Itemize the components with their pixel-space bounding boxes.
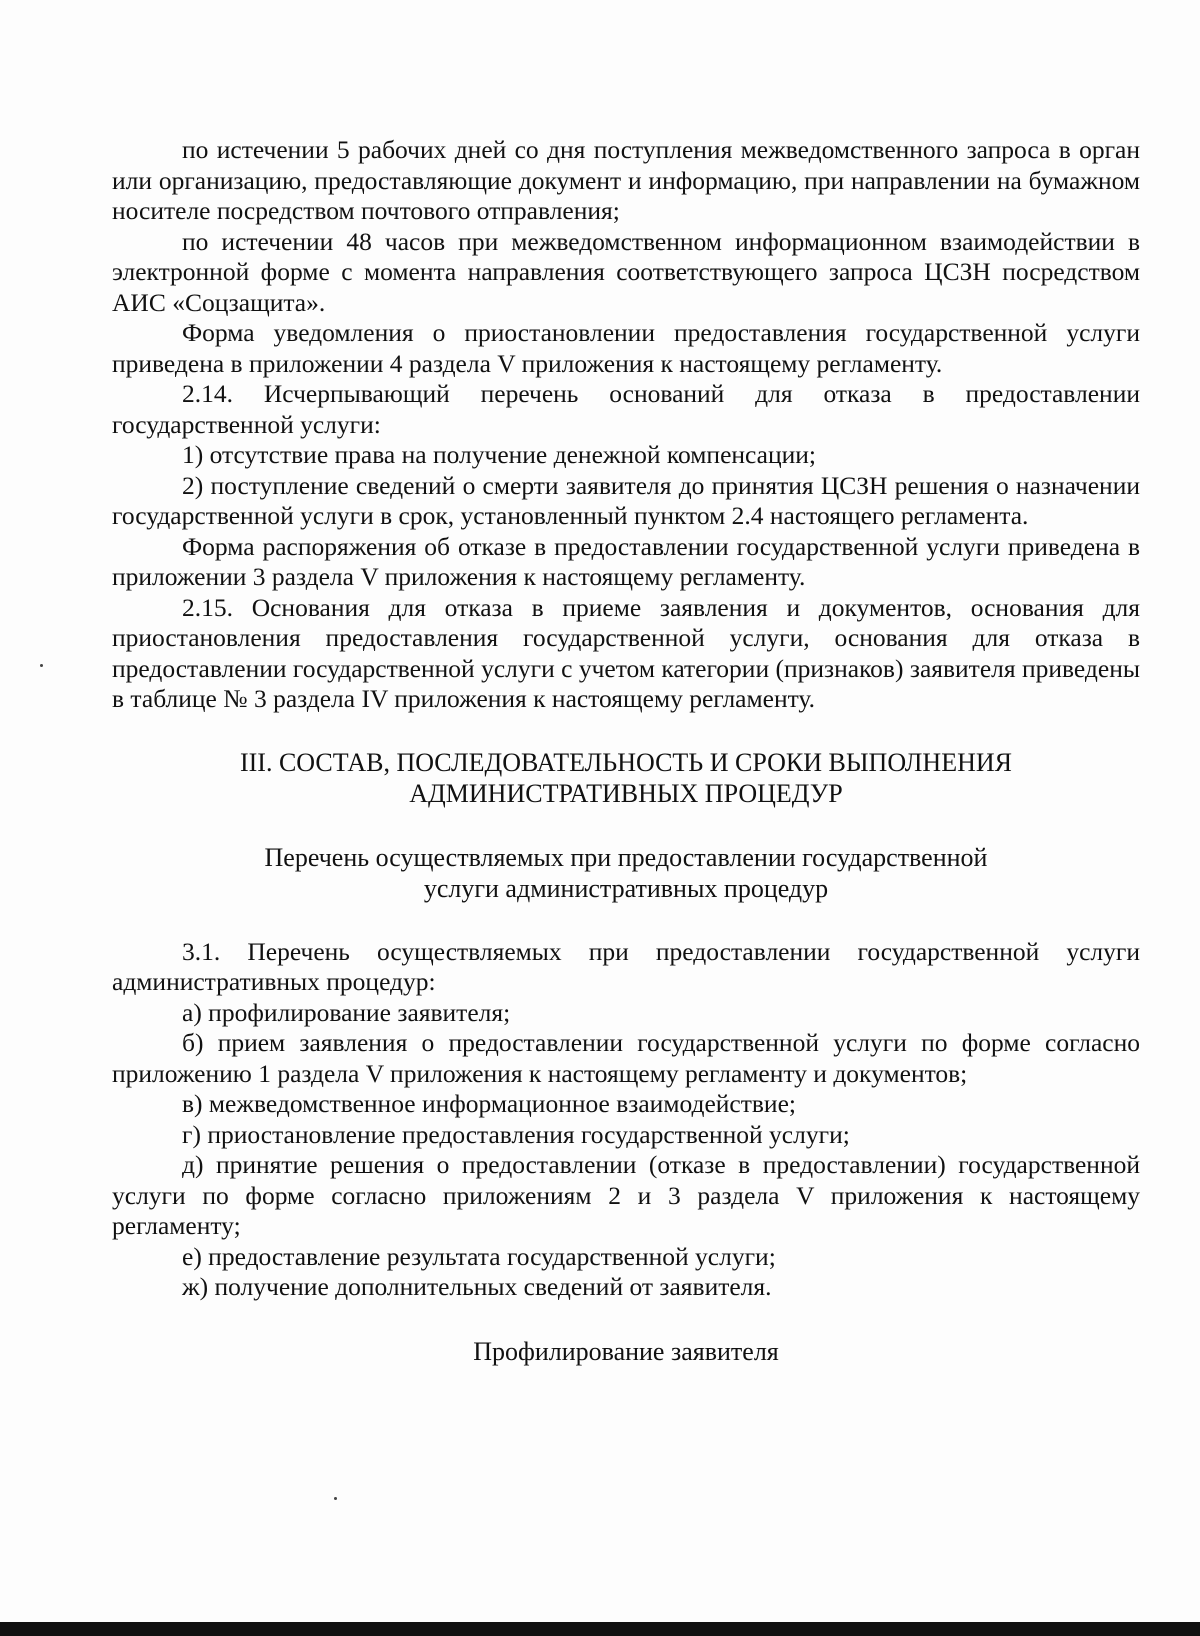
list-item: г) приостановление предоставления государственной услуги; [182,1119,850,1149]
paragraph: 1) отсутствие права на получение денежной компенсации; [182,440,817,469]
scan-edge-bar [0,1622,1200,1636]
paragraph: 3.1. Перечень осуществляемых при предоставлении государственной услуги административных процедур: [112,936,1140,996]
paragraph: по истечении 5 рабочих дней со дня поступления межведомственного запроса в орган или организацию, предоставляющие документ и информацию, при направлении на бумажном носителе посредством почтового отправления; [112,135,1140,225]
scan-speck [40,664,43,667]
paragraph: 2.15. Основания для отказа в приеме заявления и документов, основания для приостановления предоставления государственной услуги, основания для отказа в предоставлении государственной услуги с учетом категории (признаков) заявителя приведены в таблице № 3 раздела IV приложения к настоящему регламенту. [112,592,1140,713]
subsection-heading: Профилирование заявителя [473,1336,779,1366]
document-body [112,135,1140,1367]
list-item: д) принятие решения о предоставлении (отказе в предоставлении) государственной услуги по форме согласно приложениям 2 и 3 раздела V приложения к настоящему регламенту; [112,1150,1140,1240]
list-item: а) профилирование заявителя; [182,997,511,1027]
section-heading-line: III. СОСТАВ, ПОСЛЕДОВАТЕЛЬНОСТЬ И СРОКИ ВЫПОЛНЕНИЯ [239,747,1012,777]
paragraph: 2.14. Исчерпывающий перечень оснований для отказа в предоставлении государственной услуги: [112,379,1140,439]
subheading-line: услуги административных процедур [423,873,829,903]
paragraph: 2) поступление сведений о смерти заявителя до принятия ЦСЗН решения о назначении государственной услуги в срок, установленный пунктом 2.4 настоящего регламента. [112,470,1140,530]
list-item: б) прием заявления о предоставлении государственной услуги по форме согласно приложению 1 раздела V приложения к настоящему регламенту и документов; [112,1028,1140,1088]
scan-speck [334,1497,337,1500]
section-heading-line: АДМИНИСТРАТИВНЫХ ПРОЦЕДУР [409,778,843,808]
paragraph: Форма распоряжения об отказе в предоставлении государственной услуги приведена в приложении 3 раздела V приложения к настоящему регламенту. [112,531,1140,591]
list-item: в) межведомственное информационное взаимодействие; [182,1089,796,1118]
subheading [112,842,1140,904]
paragraph: Форма уведомления о приостановлении предоставления государственной услуги приведена в приложении 4 раздела V приложения к настоящему регламенту. [112,318,1140,378]
list-item: ж) получение дополнительных сведений от заявителя. [182,1272,772,1301]
paragraph: по истечении 48 часов при межведомственном информационном взаимодействии в электронной форме с момента направления соответствующего запроса ЦСЗН посредством АИС «Соцзащита». [112,226,1140,317]
list-item: е) предоставление результата государственной услуги; [182,1241,776,1271]
section-heading [112,747,1140,809]
subheading-line: Перечень осуществляемых при предоставлении государственной [264,842,988,872]
